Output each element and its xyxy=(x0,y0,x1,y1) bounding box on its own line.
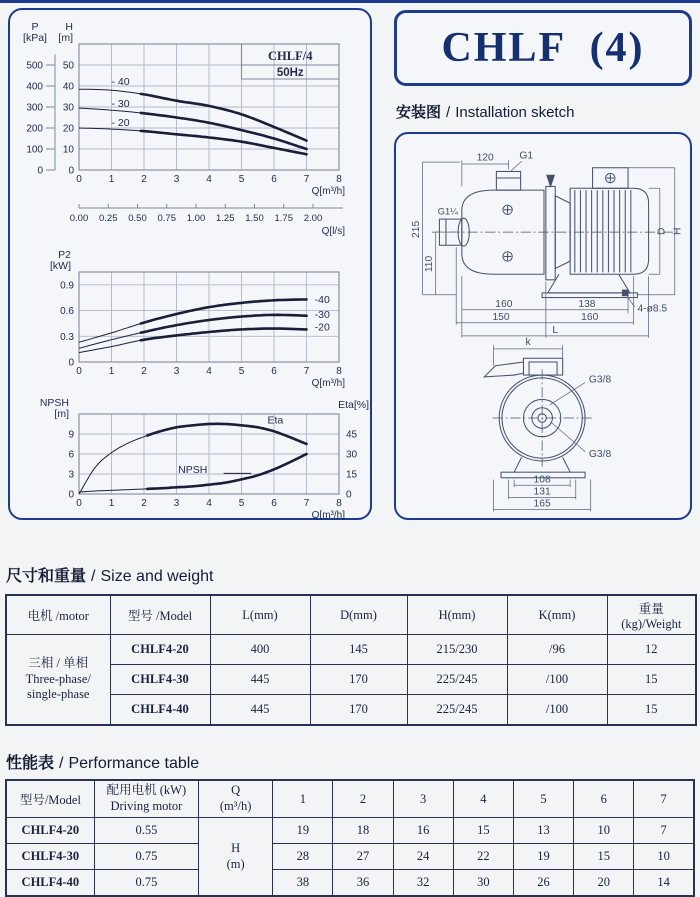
installation-sketch xyxy=(399,136,689,517)
series-title: CHLF (4) xyxy=(441,25,645,71)
curve-label--40: - 40 xyxy=(111,75,130,88)
svg-text:300: 300 xyxy=(26,102,43,114)
svg-text:30: 30 xyxy=(62,102,74,114)
x-axis-label: Q[m³/h] xyxy=(311,378,345,389)
performance-header-row xyxy=(6,780,694,818)
curve-label--30: - 30 xyxy=(111,97,130,110)
dim-holes: 4-ø8.5 xyxy=(637,303,668,315)
head-value: 27 xyxy=(333,844,393,870)
col-K: K(mm) xyxy=(507,595,607,635)
dim-165: 165 xyxy=(533,498,551,510)
head-value: 13 xyxy=(513,818,573,844)
svg-text:3: 3 xyxy=(173,174,180,185)
H-cell: 215/230 xyxy=(407,635,507,665)
curve--40-thick xyxy=(141,299,307,323)
head-value: 28 xyxy=(273,844,333,870)
head-value: 10 xyxy=(634,844,694,870)
model-cell: CHLF4-30 xyxy=(110,665,210,695)
col-q7: 7 xyxy=(634,780,694,818)
svg-text:2: 2 xyxy=(141,174,147,185)
col-motor: 电机 /motor xyxy=(6,595,110,635)
D-cell: 170 xyxy=(310,665,407,695)
svg-text:[m]: [m] xyxy=(54,408,69,420)
side-view-labels xyxy=(411,150,683,336)
svg-text:2.00: 2.00 xyxy=(303,213,323,224)
head-value: 20 xyxy=(574,870,634,897)
svg-text:5: 5 xyxy=(238,498,245,509)
head-value: 19 xyxy=(273,818,333,844)
curve--20-thick xyxy=(141,131,307,154)
x-axis-label: Q[m³/h] xyxy=(311,510,345,520)
head-value: 22 xyxy=(453,844,513,870)
model-cell: CHLF4-20 xyxy=(110,635,210,665)
svg-text:9: 9 xyxy=(68,429,74,441)
col-D: D(mm) xyxy=(310,595,407,635)
table-row xyxy=(6,665,696,695)
col-model: 型号 /Model xyxy=(110,595,210,635)
head-value: 15 xyxy=(574,844,634,870)
svg-text:[kW]: [kW] xyxy=(50,260,71,272)
curve-label--30: -30 xyxy=(314,308,330,321)
D-cell: 145 xyxy=(310,635,407,665)
head-value: 14 xyxy=(634,870,694,897)
svg-text:3: 3 xyxy=(173,498,180,509)
svg-text:400: 400 xyxy=(26,81,43,93)
col-driving-motor: 配用电机 (kW) Driving motor xyxy=(94,780,198,818)
svg-text:2: 2 xyxy=(141,498,147,509)
col-q4: 4 xyxy=(453,780,513,818)
performance-table xyxy=(5,779,695,897)
H-cell: 225/245 xyxy=(407,665,507,695)
plot xyxy=(40,397,369,520)
p-axis-label: P xyxy=(31,21,39,33)
head-value: 16 xyxy=(393,818,453,844)
svg-text:[kPa]: [kPa] xyxy=(23,32,47,44)
K-cell: /100 xyxy=(507,695,607,726)
svg-text:6: 6 xyxy=(271,498,277,509)
head-value: 18 xyxy=(333,818,393,844)
svg-text:6: 6 xyxy=(271,174,277,185)
head-value: 15 xyxy=(453,818,513,844)
svg-text:15: 15 xyxy=(346,469,358,481)
head-value: 36 xyxy=(333,870,393,897)
K-cell: /96 xyxy=(507,635,607,665)
K-cell: /100 xyxy=(507,665,607,695)
svg-text:200: 200 xyxy=(26,123,43,135)
svg-text:1.00: 1.00 xyxy=(186,213,206,224)
svg-text:0.9: 0.9 xyxy=(60,280,74,292)
col-flow: Q (m³/h) xyxy=(199,780,273,818)
curve-label-Eta: Eta xyxy=(267,414,284,427)
curve--20-thick xyxy=(141,329,307,341)
svg-text:0.3: 0.3 xyxy=(60,331,74,343)
motor-kw-cell: 0.55 xyxy=(94,818,198,844)
curve--30 xyxy=(79,315,307,349)
head-unit-cell: H (m) xyxy=(199,818,273,897)
svg-text:7: 7 xyxy=(303,174,310,185)
svg-text:0: 0 xyxy=(68,357,74,369)
L-cell: 400 xyxy=(210,635,310,665)
head-value: 38 xyxy=(273,870,333,897)
dim-g1-quarter: G1¼ xyxy=(437,206,458,217)
table-row xyxy=(6,635,696,665)
head-value: 24 xyxy=(393,844,453,870)
size-weight-heading: 尺寸和重量 / Size and weight xyxy=(6,568,214,585)
svg-text:3: 3 xyxy=(173,366,180,377)
svg-text:0.75: 0.75 xyxy=(157,213,176,224)
head-value: 10 xyxy=(574,818,634,844)
chart-power xyxy=(13,246,371,392)
svg-text:40: 40 xyxy=(62,81,74,93)
y2-axis-label: Eta[%] xyxy=(338,399,369,411)
svg-text:5: 5 xyxy=(238,366,245,377)
curve-label-NPSH: NPSH xyxy=(178,464,208,476)
col-q6: 6 xyxy=(574,780,634,818)
dim-g1: G1 xyxy=(519,150,534,162)
svg-text:30: 30 xyxy=(346,449,358,461)
svg-text:0.6: 0.6 xyxy=(60,306,74,318)
svg-text:500: 500 xyxy=(26,60,43,72)
dim-k: k xyxy=(525,337,531,349)
col-q2: 2 xyxy=(333,780,393,818)
svg-text:10: 10 xyxy=(62,144,74,156)
svg-text:2: 2 xyxy=(141,366,147,377)
pump-front-view xyxy=(484,358,591,478)
weight-cell: 12 xyxy=(607,635,696,665)
model-cell: CHLF4-30 xyxy=(6,844,94,870)
col-H: H(mm) xyxy=(407,595,507,635)
curve-label--20: -20 xyxy=(314,321,330,334)
svg-text:1: 1 xyxy=(108,498,115,509)
svg-text:4: 4 xyxy=(206,498,212,509)
motor-kw-cell: 0.75 xyxy=(94,844,198,870)
svg-text:0.50: 0.50 xyxy=(128,213,147,224)
dim-160b: 160 xyxy=(581,311,599,323)
table-row xyxy=(6,818,694,844)
dim-138: 138 xyxy=(578,298,596,310)
svg-text:[m]: [m] xyxy=(58,32,73,44)
H-cell: 225/245 xyxy=(407,695,507,726)
model-cell: CHLF4-20 xyxy=(6,818,94,844)
gridlines xyxy=(79,272,339,362)
y-axis-label: NPSH xyxy=(39,397,69,409)
svg-text:6: 6 xyxy=(68,449,74,461)
dim-150: 150 xyxy=(492,311,510,323)
svg-text:1.75: 1.75 xyxy=(274,213,293,224)
dim-120: 120 xyxy=(476,152,494,164)
motor-kw-cell: 0.75 xyxy=(94,870,198,897)
svg-text:0: 0 xyxy=(68,165,74,177)
svg-text:1.50: 1.50 xyxy=(245,213,264,224)
curve-label--40: -40 xyxy=(314,293,330,306)
plot xyxy=(23,21,345,237)
table-row xyxy=(6,695,696,726)
dim-L: L xyxy=(552,325,559,337)
svg-text:4: 4 xyxy=(206,174,212,185)
D-cell: 170 xyxy=(310,695,407,726)
svg-text:7: 7 xyxy=(303,366,310,377)
svg-text:45: 45 xyxy=(346,429,358,441)
head-value: 32 xyxy=(393,870,453,897)
chart-npsh-eta xyxy=(13,394,371,520)
svg-text:1.25: 1.25 xyxy=(216,213,235,224)
head-value: 30 xyxy=(453,870,513,897)
performance-heading: 性能表 / Performance table xyxy=(6,755,200,772)
weight-cell: 15 xyxy=(607,695,696,726)
dim-D: D xyxy=(656,227,668,235)
curves-panel xyxy=(8,8,372,520)
svg-text:3: 3 xyxy=(68,469,74,481)
dim-131: 131 xyxy=(533,486,551,498)
col-q1: 1 xyxy=(273,780,333,818)
series-title-box xyxy=(394,10,692,86)
size-weight-table xyxy=(5,594,697,726)
svg-text:7: 7 xyxy=(303,498,310,509)
weight-cell: 15 xyxy=(607,665,696,695)
svg-text:0.00: 0.00 xyxy=(69,213,89,224)
svg-text:8: 8 xyxy=(336,366,342,377)
svg-text:0: 0 xyxy=(37,165,43,177)
table-row xyxy=(6,844,694,870)
pump-side-view xyxy=(432,168,677,298)
dim-g38-top: G3/8 xyxy=(588,374,612,386)
svg-text:100: 100 xyxy=(26,144,43,156)
installation-heading: 安装图 / Installation sketch xyxy=(396,104,575,121)
model-cell: CHLF4-40 xyxy=(6,870,94,897)
col-q5: 5 xyxy=(513,780,573,818)
model-cell: CHLF4-40 xyxy=(110,695,210,726)
chart-title: CHLF/4 xyxy=(268,49,313,63)
svg-text:5: 5 xyxy=(238,174,245,185)
page-top-rule xyxy=(0,0,700,3)
head-value: 26 xyxy=(513,870,573,897)
installation-sketch-panel xyxy=(394,132,692,520)
curve--20 xyxy=(79,128,307,154)
svg-text:1: 1 xyxy=(108,366,115,377)
dim-H: H xyxy=(672,227,684,235)
chart-subtitle: 50Hz xyxy=(276,67,304,79)
svg-text:0: 0 xyxy=(346,489,352,501)
svg-text:0.25: 0.25 xyxy=(99,213,118,224)
dim-160a: 160 xyxy=(495,298,513,310)
L-cell: 445 xyxy=(210,665,310,695)
gridlines xyxy=(79,414,339,494)
plot xyxy=(50,249,345,389)
dim-108: 108 xyxy=(533,474,551,486)
motor-type-cell: 三相 / 单相 Three-phase/ single-phase xyxy=(6,635,110,726)
svg-text:0: 0 xyxy=(68,489,74,501)
x2-axis-label: Q[l/s] xyxy=(321,226,345,237)
y-axis-label: H xyxy=(65,21,73,33)
svg-text:8: 8 xyxy=(336,174,342,185)
table-row xyxy=(6,870,694,897)
L-cell: 445 xyxy=(210,695,310,726)
svg-text:1: 1 xyxy=(108,174,115,185)
svg-text:20: 20 xyxy=(62,123,74,135)
svg-text:0: 0 xyxy=(76,498,82,509)
dim-215: 215 xyxy=(410,220,422,238)
svg-text:8: 8 xyxy=(336,498,342,509)
curve-label--20: - 20 xyxy=(111,116,130,129)
col-model: 型号/Model xyxy=(6,780,94,818)
front-view-labels xyxy=(526,337,612,510)
col-q3: 3 xyxy=(393,780,453,818)
curve-NPSH-thick xyxy=(147,454,306,489)
svg-text:6: 6 xyxy=(271,366,277,377)
svg-text:0: 0 xyxy=(76,366,82,377)
svg-text:50: 50 xyxy=(62,60,74,72)
dim-g38-bottom: G3/8 xyxy=(588,449,612,461)
chart-head-flow xyxy=(13,18,371,240)
col-weight: 重量(kg)/Weight xyxy=(607,595,696,635)
size-weight-header-row xyxy=(6,595,696,635)
head-value: 19 xyxy=(513,844,573,870)
col-L: L(mm) xyxy=(210,595,310,635)
head-value: 7 xyxy=(634,818,694,844)
y-axis-label: P2 xyxy=(58,249,71,261)
dim-110: 110 xyxy=(423,255,435,273)
x-axis-label: Q[m³/h] xyxy=(311,186,345,197)
svg-text:0: 0 xyxy=(76,174,82,185)
svg-text:4: 4 xyxy=(206,366,212,377)
